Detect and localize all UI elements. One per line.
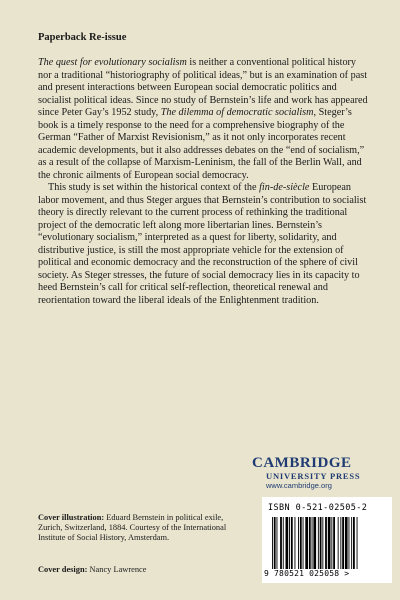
barcode-digits: 9 780521 025058 >	[264, 569, 350, 578]
publisher-logo	[252, 456, 392, 491]
blurb-paragraph-2	[38, 182, 368, 307]
blurb-paragraph-1	[38, 57, 368, 182]
blurb-body	[38, 57, 368, 307]
publisher-name: CAMBRIDGE	[252, 455, 352, 471]
fin-de-siecle-italic: fin-de-siècle	[259, 182, 310, 193]
cover-illustration-label: Cover illustration:	[38, 513, 105, 522]
barcode-graphic	[270, 517, 386, 569]
paragraph-2-text-b: European labor movement, and thus Steger argues that Bernstein’s contribution to socialist theory is directly relevant to the current process of rethinking the traditional project of the democratic left along more libertarian lines. Bernstein’s “evolutionary socialism,” interpreted as a quest for liberty, solidarity, and distributive justice, is still the most appropriate vehicle for the extension of political and economic democracy and the reconstruction of the sphere of civil society. As Steger stresses, the future of social democracy lies in its capacity to heed Bernstein’s call for critical self-reflection, theoretical renewal and reorientation toward the liberal ideals of the Enlightenment tradition.	[38, 182, 367, 306]
cover-illustration-text: Eduard Bernstein in political exile, Zurich, Switzerland, 1884. Courtesy of the International Institute of Social History, Amsterdam.	[38, 513, 227, 542]
paragraph-2-text-a: This study is set within the historical context of the	[48, 182, 260, 193]
gay-title-italic: The dilemma of democratic socialism	[160, 107, 314, 118]
cover-design-text: Nancy Lawrence	[87, 565, 147, 574]
isbn-label: ISBN 0-521-02505-2	[268, 503, 368, 513]
publisher-subtitle: UNIVERSITY PRESS	[266, 471, 361, 481]
book-title-italic: The quest for evolutionary socialism	[38, 57, 187, 68]
cover-design-credit	[38, 565, 238, 575]
paragraph-1-text-b: , Steger’s book is a timely response to the need for a comprehensive biography of the German “Father of Marxist Revisionism,” as it not only incorporates recent academic developments, but it also addresses debates on the “end of socialism,” as a result of the collapse of Marxism-Leninism, the fall of the Berlin Wall, and the chronic ailments of European social democracy.	[38, 107, 365, 181]
cover-design-label: Cover design:	[38, 565, 88, 574]
reissue-heading: Paperback Re-issue	[38, 32, 127, 43]
isbn-barcode-panel	[262, 497, 392, 583]
publisher-url: www.cambridge.org	[266, 481, 332, 490]
paragraph-1-text-a: is neither a conventional political history nor a traditional “historiography of political ideas,” but is an examination of past and present interactions between European social democratic politics and socialist political ideas. Since no study of Bernstein’s life and work has appeared since Peter Gay’s 1952 study,	[38, 57, 368, 118]
cover-illustration-credit	[38, 513, 238, 543]
